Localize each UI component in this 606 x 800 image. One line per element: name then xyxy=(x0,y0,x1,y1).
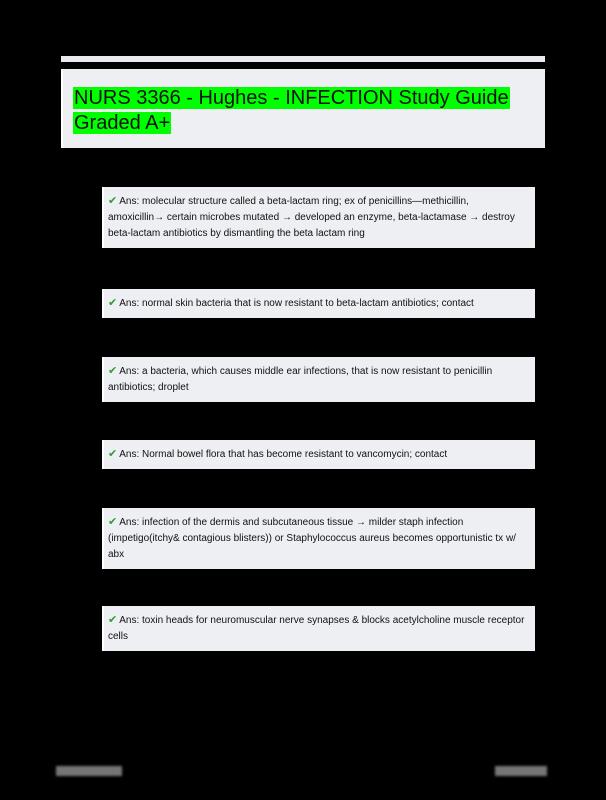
footer-site-mark xyxy=(56,766,122,776)
answer-text-3: Ans: a bacteria, which causes middle ear infections, that is now resistant to penicillin antibiotics; droplet xyxy=(108,366,493,393)
answer-text-2: Ans: normal skin bacteria that is now resistant to beta-lactam antibiotics; contact xyxy=(119,298,474,309)
answer-card-3 xyxy=(102,357,535,402)
title-line-2: Graded A+ xyxy=(74,112,171,134)
answer-text-6: Ans: toxin heads for neuromuscular nerve synapses & blocks acetylcholine muscle receptor cells xyxy=(108,615,525,642)
footer-page-mark xyxy=(495,766,547,776)
answer-text-4: Ans: Normal bowel flora that has become resistant to vancomycin; contact xyxy=(119,449,448,460)
check-icon: ✔ xyxy=(108,447,118,460)
answer-card-6 xyxy=(102,606,535,651)
page-title xyxy=(73,86,515,136)
answer-text-5: Ans: infection of the dermis and subcutaneous tissue → milder staph infection (impetigo(itchy& contagious blisters)) or Staphylococcus aureus becomes opportunistic tx w/ abx xyxy=(108,517,516,560)
check-icon: ✔ xyxy=(108,364,118,377)
check-icon: ✔ xyxy=(108,296,118,309)
title-banner xyxy=(61,69,545,148)
answer-card-4 xyxy=(102,440,535,469)
answer-text-1: Ans: molecular structure called a beta-lactam ring; ex of penicillins—methicillin, amoxicillin→ certain microbes mutated → developed an enzyme, beta-lactamase → destroy beta-lactam antibiotics by dismantling the beta lactam ring xyxy=(108,196,515,239)
answer-card-5 xyxy=(102,508,535,569)
check-icon: ✔ xyxy=(108,613,118,626)
title-line-1: NURS 3366 - Hughes - INFECTION Study Guide xyxy=(74,87,509,109)
answer-card-2 xyxy=(102,289,535,318)
top-divider xyxy=(61,56,545,62)
check-icon: ✔ xyxy=(108,194,118,207)
check-icon: ✔ xyxy=(108,515,118,528)
answer-card-1 xyxy=(102,187,535,248)
